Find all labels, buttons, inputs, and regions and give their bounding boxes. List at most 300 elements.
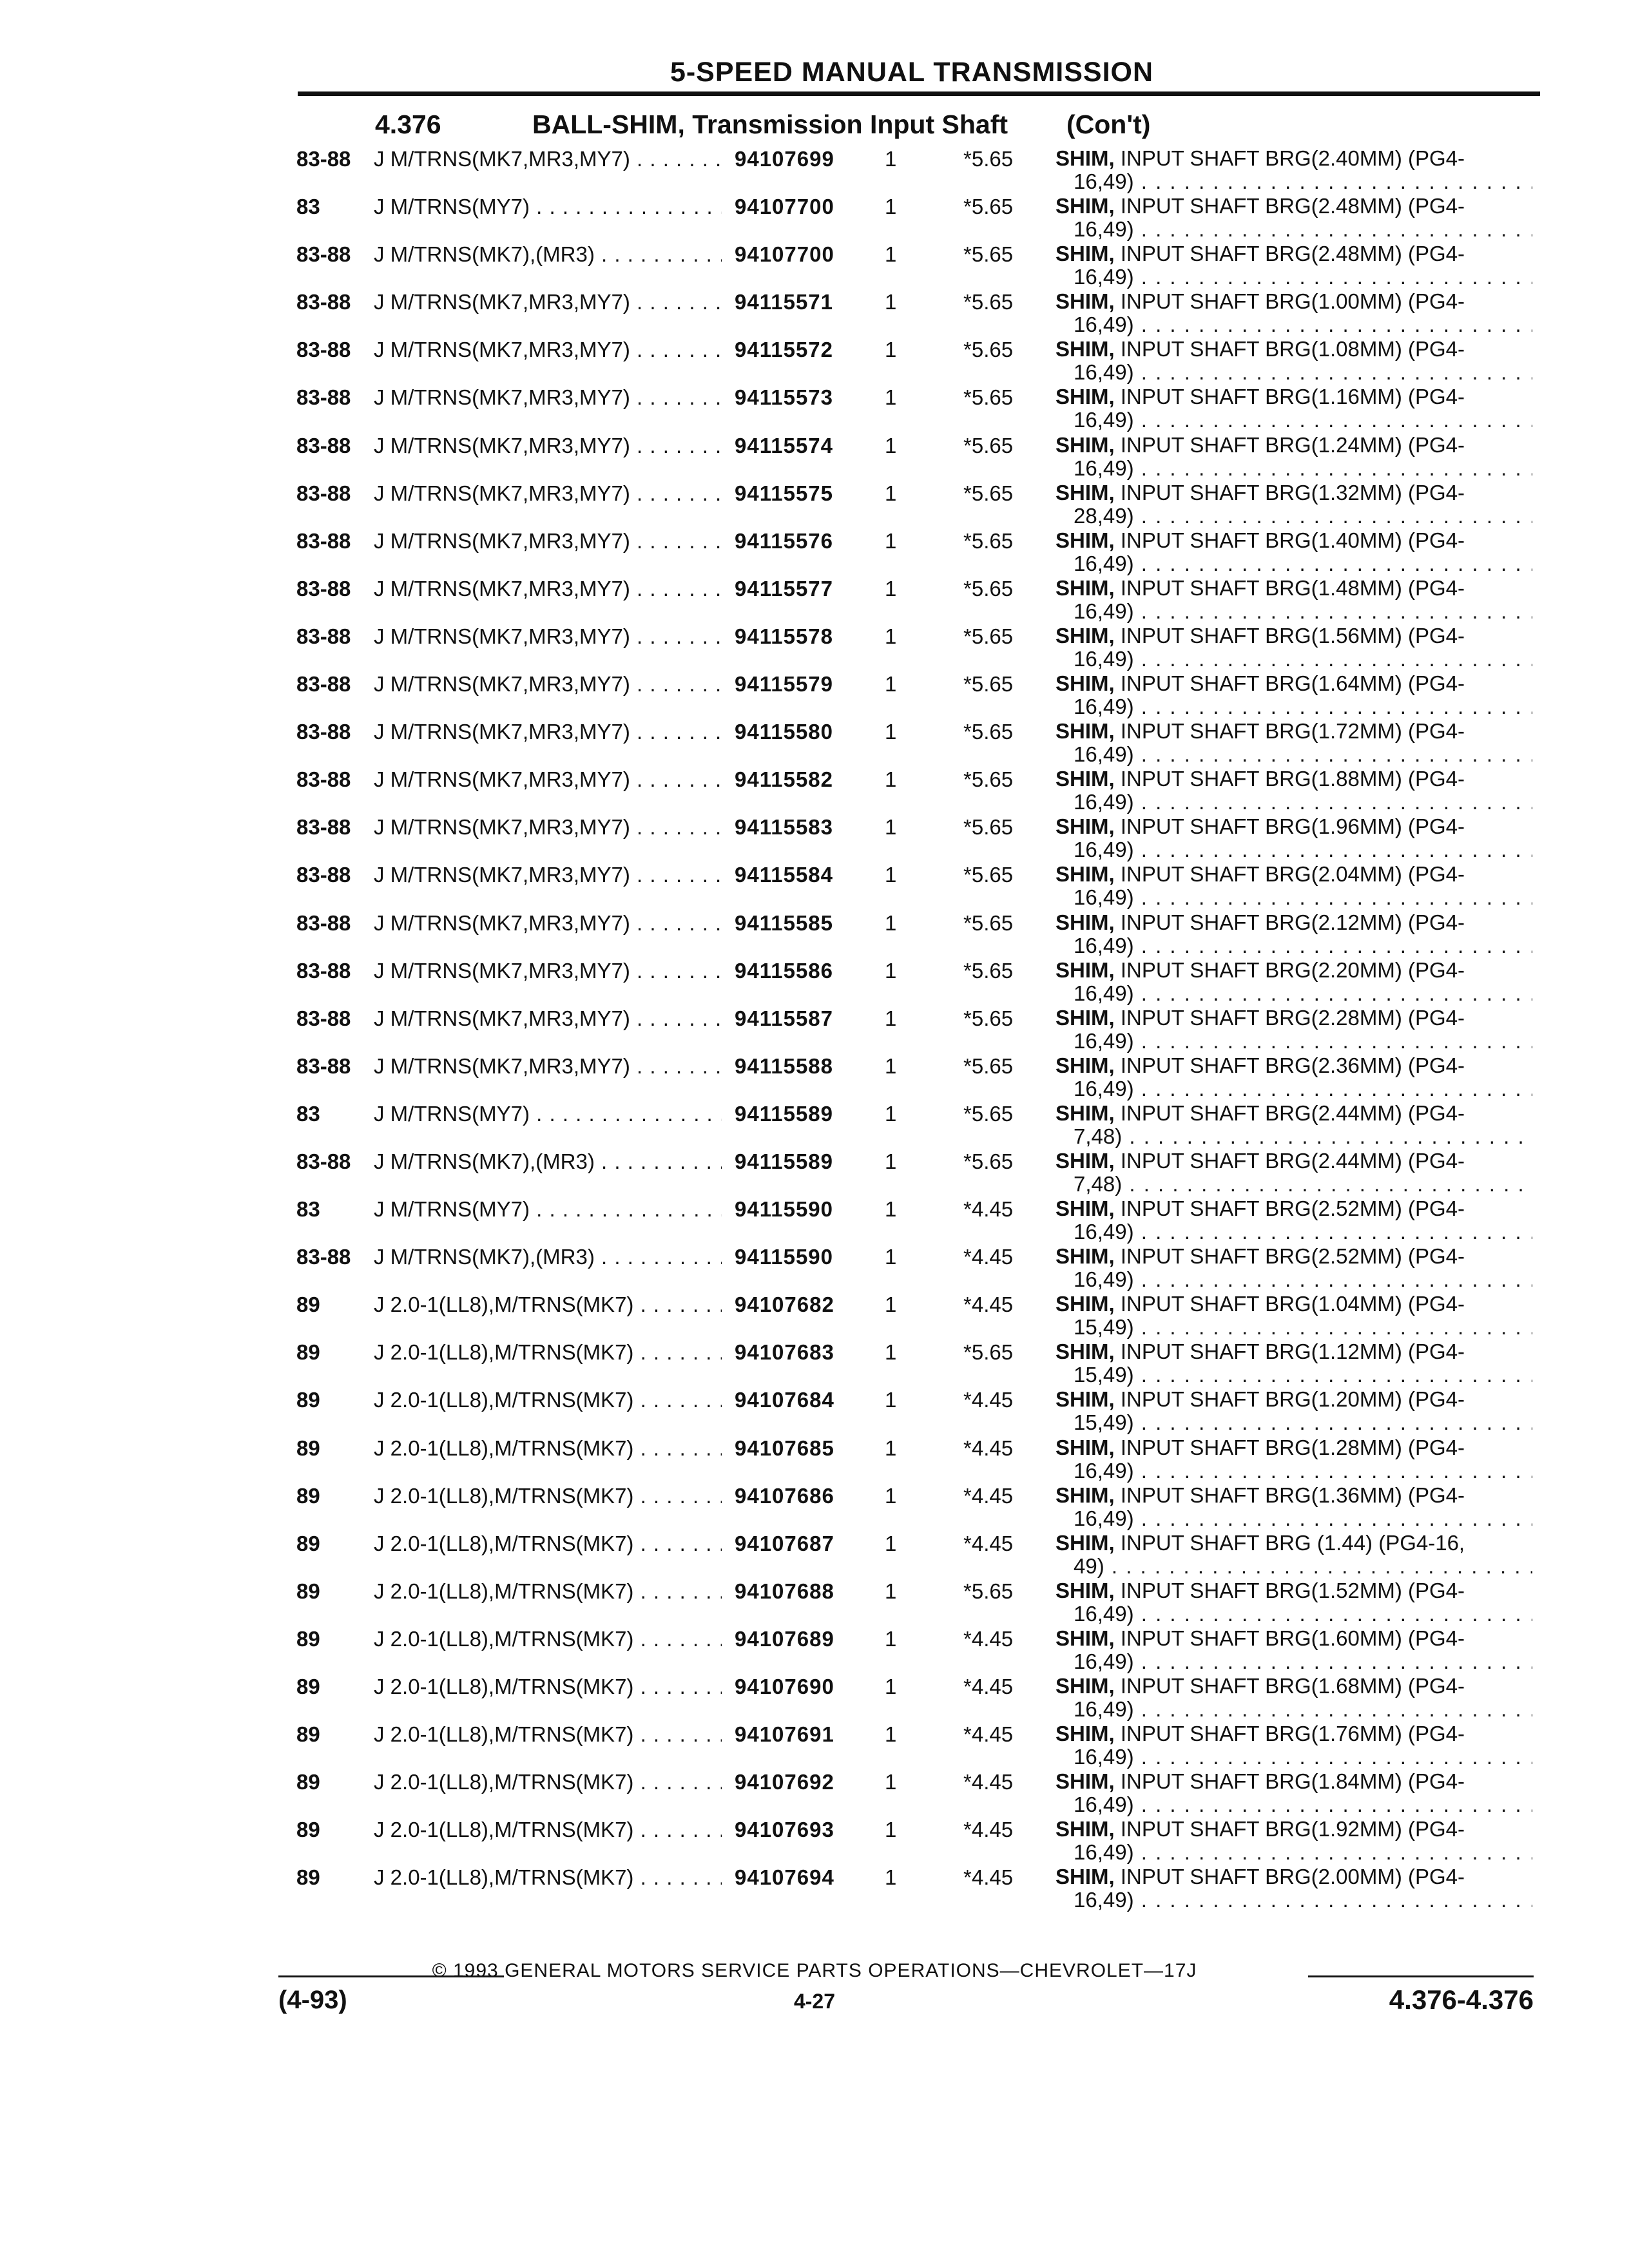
part-year: 89 <box>296 1388 320 1412</box>
part-application: J 2.0-1(LL8),M/TRNS(MK7) . . . <box>374 1340 722 1365</box>
part-number: 94115572 <box>735 338 834 362</box>
part-application: J 2.0-1(LL8),M/TRNS(MK7) . . . <box>374 1722 722 1747</box>
part-quantity: 1 <box>885 433 897 457</box>
part-row <box>0 1005 1629 1053</box>
description-continuation: 15,49) . . . <box>1055 1411 1532 1434</box>
part-number: 94107700 <box>735 242 834 267</box>
part-application: J 2.0-1(LL8),M/TRNS(MK7) . . . <box>374 1532 722 1556</box>
description-continuation: 16,49) . . . <box>1055 1268 1532 1291</box>
description-continuation: 28,49) . . . <box>1055 505 1532 528</box>
description-text: INPUT SHAFT BRG(2.44MM) (PG4- <box>1114 1100 1465 1125</box>
part-year: 83 <box>296 195 320 219</box>
description-continuation: 16,49) . . . <box>1055 1793 1532 1816</box>
part-description <box>1055 1722 1532 1769</box>
part-number: 94115577 <box>735 576 834 601</box>
part-row <box>0 623 1629 671</box>
description-continuation: 15,49) . . . <box>1055 1316 1532 1339</box>
description-continuation: 16,49) . . . <box>1055 743 1532 766</box>
part-row <box>0 1244 1629 1291</box>
part-price: *5.65 <box>963 1053 1014 1078</box>
part-price: *5.65 <box>963 195 1014 219</box>
part-year: 83-88 <box>296 815 351 840</box>
description-text: INPUT SHAFT BRG(2.20MM) (PG4- <box>1114 957 1465 982</box>
part-row <box>0 671 1629 718</box>
part-row <box>0 1387 1629 1434</box>
description-lead: SHIM, <box>1055 957 1115 982</box>
description-text: INPUT SHAFT BRG(2.28MM) (PG4- <box>1114 1005 1465 1030</box>
part-year: 83-88 <box>296 290 351 314</box>
part-description <box>1055 1627 1532 1673</box>
part-description <box>1055 195 1532 241</box>
description-continuation: 16,49) . . . <box>1055 1220 1532 1244</box>
part-row <box>0 766 1629 814</box>
part-quantity: 1 <box>885 1436 897 1460</box>
part-quantity: 1 <box>885 1770 897 1794</box>
description-continuation: 7,48) . . . <box>1055 1125 1532 1148</box>
part-year: 89 <box>296 1770 320 1794</box>
part-description <box>1055 290 1532 336</box>
part-price: *5.65 <box>963 433 1014 457</box>
part-application: J 2.0-1(LL8),M/TRNS(MK7) . . . <box>374 1675 722 1699</box>
description-text: INPUT SHAFT BRG(1.76MM) (PG4- <box>1114 1722 1465 1746</box>
description-lead: SHIM, <box>1055 1769 1115 1794</box>
part-year: 83-88 <box>296 767 351 792</box>
part-price: *4.45 <box>963 1436 1014 1460</box>
part-year: 89 <box>296 1675 320 1698</box>
part-application: J 2.0-1(LL8),M/TRNS(MK7) . . . <box>374 1627 722 1651</box>
part-description <box>1055 434 1532 480</box>
description-text: INPUT SHAFT BRG(2.52MM) (PG4- <box>1114 1244 1465 1269</box>
part-application: J 2.0-1(LL8),M/TRNS(MK7) . . . <box>374 1818 722 1842</box>
description-continuation: 16,49) . . . <box>1055 1459 1532 1483</box>
description-lead: SHIM, <box>1055 1578 1115 1602</box>
part-row <box>0 957 1629 1005</box>
description-text: INPUT SHAFT BRG(1.56MM) (PG4- <box>1114 623 1465 648</box>
part-application: J M/TRNS(MK7,MR3,MY7) . . . <box>374 672 722 697</box>
part-application: J M/TRNS(MK7,MR3,MY7) . . . <box>374 1054 722 1079</box>
part-description <box>1055 815 1532 861</box>
part-year: 89 <box>296 1626 320 1651</box>
description-continuation: 16,49) . . . <box>1055 838 1532 861</box>
part-application: J M/TRNS(MK7,MR3,MY7) . . . <box>374 577 722 601</box>
part-row <box>0 528 1629 575</box>
description-continuation: 16,49) . . . <box>1055 648 1532 671</box>
part-description <box>1055 672 1532 718</box>
part-number: 94107689 <box>735 1626 834 1651</box>
description-continuation: 16,49) . . . <box>1055 1841 1532 1864</box>
part-description <box>1055 863 1532 909</box>
part-price: *5.65 <box>963 958 1014 983</box>
part-year: 89 <box>296 1436 320 1460</box>
part-year: 83-88 <box>296 1006 351 1030</box>
part-number: 94115580 <box>735 720 834 744</box>
part-quantity: 1 <box>885 1101 897 1126</box>
part-quantity: 1 <box>885 1388 897 1412</box>
part-row <box>0 1673 1629 1721</box>
description-continuation: 7,48) . . . <box>1055 1173 1532 1196</box>
description-continuation: 16,49) . . . <box>1055 1650 1532 1673</box>
description-text: INPUT SHAFT BRG(2.48MM) (PG4- <box>1114 242 1465 266</box>
part-row <box>0 814 1629 861</box>
part-application: J M/TRNS(MK7),(MR3) . . . <box>374 1245 722 1269</box>
part-application: J M/TRNS(MK7,MR3,MY7) . . . <box>374 338 722 362</box>
part-row <box>0 480 1629 528</box>
part-description <box>1055 338 1532 384</box>
part-price: *5.65 <box>963 147 1014 171</box>
part-price: *5.65 <box>963 815 1014 840</box>
part-quantity: 1 <box>885 1053 897 1078</box>
part-price: *4.45 <box>963 1818 1014 1842</box>
description-text: INPUT SHAFT BRG(1.64MM) (PG4- <box>1114 671 1465 696</box>
part-price: *5.65 <box>963 672 1014 697</box>
part-row <box>0 241 1629 289</box>
description-lead: SHIM, <box>1055 814 1115 839</box>
part-description <box>1055 1532 1532 1578</box>
part-number: 94115579 <box>735 672 834 697</box>
part-year: 83-88 <box>296 1245 351 1269</box>
part-row <box>0 1196 1629 1244</box>
part-row <box>0 1100 1629 1148</box>
description-text: INPUT SHAFT BRG(2.36MM) (PG4- <box>1114 1053 1465 1077</box>
description-lead: SHIM, <box>1055 242 1115 266</box>
part-description <box>1055 1579 1532 1626</box>
part-number: 94115574 <box>735 433 834 457</box>
footer-page-number: 4-27 <box>793 1990 836 2013</box>
part-year: 83-88 <box>296 242 351 267</box>
description-text: INPUT SHAFT BRG(1.20MM) (PG4- <box>1114 1387 1465 1412</box>
part-number: 94107699 <box>735 147 834 171</box>
part-application: J 2.0-1(LL8),M/TRNS(MK7) . . . <box>374 1865 722 1890</box>
part-row <box>0 1721 1629 1769</box>
part-row <box>0 193 1629 241</box>
part-row <box>0 1291 1629 1339</box>
part-description <box>1055 1818 1532 1864</box>
description-lead: SHIM, <box>1055 1722 1115 1746</box>
part-year: 83-88 <box>296 910 351 935</box>
description-text: INPUT SHAFT BRG(2.48MM) (PG4- <box>1114 194 1465 218</box>
part-quantity: 1 <box>885 290 897 314</box>
part-description <box>1055 1340 1532 1387</box>
part-year: 89 <box>296 1818 320 1842</box>
part-year: 83-88 <box>296 576 351 601</box>
description-continuation: 16,49) . . . <box>1055 457 1532 480</box>
part-quantity: 1 <box>885 1626 897 1651</box>
part-quantity: 1 <box>885 1722 897 1747</box>
part-description <box>1055 1006 1532 1053</box>
part-year: 83-88 <box>296 720 351 744</box>
part-application: J M/TRNS(MK7,MR3,MY7) . . . <box>374 434 722 458</box>
part-year: 83 <box>296 1197 320 1222</box>
description-lead: SHIM, <box>1055 432 1115 457</box>
part-application: J 2.0-1(LL8),M/TRNS(MK7) . . . <box>374 1770 722 1794</box>
part-application: J M/TRNS(MK7,MR3,MY7) . . . <box>374 385 722 410</box>
description-text: INPUT SHAFT BRG(1.32MM) (PG4- <box>1114 480 1465 505</box>
part-application: J M/TRNS(MK7,MR3,MY7) . . . <box>374 147 722 171</box>
description-continuation: 16,49) . . . <box>1055 886 1532 909</box>
part-quantity: 1 <box>885 1245 897 1269</box>
description-lead: SHIM, <box>1055 575 1115 600</box>
part-row <box>0 1435 1629 1483</box>
part-description <box>1055 1865 1532 1912</box>
part-price: *4.45 <box>963 1483 1014 1508</box>
part-number: 94107691 <box>735 1722 834 1747</box>
part-year: 83-88 <box>296 863 351 887</box>
description-text: INPUT SHAFT BRG(2.44MM) (PG4- <box>1114 1148 1465 1173</box>
description-text: INPUT SHAFT BRG(1.08MM) (PG4- <box>1114 337 1465 361</box>
part-year: 89 <box>296 1293 320 1317</box>
part-number: 94107682 <box>735 1293 834 1317</box>
part-quantity: 1 <box>885 720 897 744</box>
part-description <box>1055 1245 1532 1291</box>
part-year: 83-88 <box>296 147 351 171</box>
part-number: 94107683 <box>735 1340 834 1365</box>
part-application: J 2.0-1(LL8),M/TRNS(MK7) . . . <box>374 1579 722 1604</box>
description-lead: SHIM, <box>1055 385 1115 409</box>
description-lead: SHIM, <box>1055 1387 1115 1412</box>
description-lead: SHIM, <box>1055 1100 1115 1125</box>
description-text: INPUT SHAFT BRG(1.68MM) (PG4- <box>1114 1674 1465 1698</box>
part-year: 83-88 <box>296 481 351 505</box>
part-application: J M/TRNS(MK7,MR3,MY7) . . . <box>374 1006 722 1031</box>
part-number: 94115588 <box>735 1053 834 1078</box>
part-description <box>1055 1054 1532 1100</box>
part-price: *5.65 <box>963 910 1014 935</box>
description-text: INPUT SHAFT BRG(1.12MM) (PG4- <box>1114 1340 1465 1364</box>
part-number: 94115587 <box>735 1006 834 1030</box>
part-row <box>0 1148 1629 1196</box>
part-year: 89 <box>296 1579 320 1603</box>
part-price: *4.45 <box>963 1722 1014 1747</box>
part-row <box>0 432 1629 480</box>
part-quantity: 1 <box>885 1149 897 1173</box>
part-price: *5.65 <box>963 1579 1014 1603</box>
part-price: *4.45 <box>963 1245 1014 1269</box>
part-application: J 2.0-1(LL8),M/TRNS(MK7) . . . <box>374 1484 722 1508</box>
parts-list <box>0 146 1629 1912</box>
description-text: INPUT SHAFT BRG(1.96MM) (PG4- <box>1114 814 1465 839</box>
description-text: INPUT SHAFT BRG(1.36MM) (PG4- <box>1114 1483 1465 1507</box>
part-year: 83-88 <box>296 385 351 410</box>
part-price: *5.65 <box>963 767 1014 792</box>
description-lead: SHIM, <box>1055 1674 1115 1698</box>
part-description <box>1055 1770 1532 1816</box>
part-year: 83 <box>296 1101 320 1126</box>
part-quantity: 1 <box>885 147 897 171</box>
part-description <box>1055 1197 1532 1244</box>
description-text: INPUT SHAFT BRG(2.00MM) (PG4- <box>1114 1865 1465 1889</box>
description-lead: SHIM, <box>1055 1340 1115 1364</box>
part-number: 94115590 <box>735 1197 834 1222</box>
part-quantity: 1 <box>885 863 897 887</box>
part-quantity: 1 <box>885 1579 897 1603</box>
part-row <box>0 575 1629 623</box>
part-application: J M/TRNS(MK7,MR3,MY7) . . . <box>374 959 722 983</box>
part-application: J 2.0-1(LL8),M/TRNS(MK7) . . . <box>374 1388 722 1412</box>
header-rule <box>298 91 1540 96</box>
description-text: INPUT SHAFT BRG(1.40MM) (PG4- <box>1114 528 1465 552</box>
description-lead: SHIM, <box>1055 1483 1115 1507</box>
part-price: *4.45 <box>963 1388 1014 1412</box>
description-lead: SHIM, <box>1055 1053 1115 1077</box>
part-row <box>0 146 1629 193</box>
part-application: J M/TRNS(MK7),(MR3) . . . <box>374 1149 722 1174</box>
part-description <box>1055 147 1532 193</box>
part-application: J M/TRNS(MK7,MR3,MY7) . . . <box>374 624 722 649</box>
part-price: *5.65 <box>963 1149 1014 1173</box>
part-row <box>0 384 1629 432</box>
part-quantity: 1 <box>885 1340 897 1365</box>
section-title: BALL-SHIM, Transmission Input Shaft <box>532 110 1008 139</box>
description-lead: SHIM, <box>1055 719 1115 744</box>
part-description <box>1055 767 1532 814</box>
part-number: 94115575 <box>735 481 834 505</box>
continued-label: (Con't) <box>1066 110 1151 139</box>
part-row <box>0 289 1629 336</box>
part-number: 94107700 <box>735 195 834 219</box>
description-continuation: 16,49) . . . <box>1055 265 1532 289</box>
part-description <box>1055 577 1532 623</box>
description-text: INPUT SHAFT BRG(2.52MM) (PG4- <box>1114 1196 1465 1221</box>
description-text: INPUT SHAFT BRG(1.92MM) (PG4- <box>1114 1817 1465 1841</box>
part-price: *5.65 <box>963 863 1014 887</box>
part-number: 94107690 <box>735 1675 834 1698</box>
part-number: 94115578 <box>735 624 834 648</box>
footer-section-range: 4.376-4.376 <box>1389 1984 1534 2015</box>
part-application: J 2.0-1(LL8),M/TRNS(MK7) . . . <box>374 1436 722 1461</box>
part-row <box>0 718 1629 766</box>
part-description <box>1055 1484 1532 1530</box>
part-price: *5.65 <box>963 528 1014 553</box>
part-quantity: 1 <box>885 242 897 267</box>
part-application: J M/TRNS(MK7,MR3,MY7) . . . <box>374 911 722 936</box>
part-application: J M/TRNS(MK7),(MR3) . . . <box>374 242 722 267</box>
part-application: J M/TRNS(MK7,MR3,MY7) . . . <box>374 290 722 314</box>
description-text: INPUT SHAFT BRG (1.44) (PG4-16, <box>1114 1530 1465 1555</box>
part-price: *4.45 <box>963 1675 1014 1698</box>
description-text: INPUT SHAFT BRG(1.16MM) (PG4- <box>1114 385 1465 409</box>
description-continuation: 16,49) . . . <box>1055 982 1532 1005</box>
part-description <box>1055 1149 1532 1196</box>
part-application: J 2.0-1(LL8),M/TRNS(MK7) . . . <box>374 1293 722 1317</box>
description-lead: SHIM, <box>1055 910 1115 934</box>
part-year: 83-88 <box>296 1149 351 1173</box>
footer-date: (4-93) <box>278 1986 347 2014</box>
part-number: 94115590 <box>735 1245 834 1269</box>
part-price: *5.65 <box>963 338 1014 362</box>
part-price: *5.65 <box>963 624 1014 648</box>
part-row <box>0 336 1629 384</box>
part-application: J M/TRNS(MK7,MR3,MY7) . . . <box>374 481 722 506</box>
part-quantity: 1 <box>885 1865 897 1890</box>
part-number: 94107692 <box>735 1770 834 1794</box>
description-lead: SHIM, <box>1055 1626 1115 1650</box>
description-lead: SHIM, <box>1055 480 1115 505</box>
part-number: 94107687 <box>735 1531 834 1555</box>
part-description <box>1055 529 1532 575</box>
part-application: J M/TRNS(MK7,MR3,MY7) . . . <box>374 815 722 840</box>
part-quantity: 1 <box>885 338 897 362</box>
part-number: 94115585 <box>735 910 834 935</box>
part-quantity: 1 <box>885 1818 897 1842</box>
part-quantity: 1 <box>885 958 897 983</box>
part-number: 94115576 <box>735 528 834 553</box>
part-description <box>1055 1388 1532 1434</box>
part-description <box>1055 624 1532 671</box>
part-price: *5.65 <box>963 481 1014 505</box>
description-text: INPUT SHAFT BRG(1.84MM) (PG4- <box>1114 1769 1465 1794</box>
part-quantity: 1 <box>885 1197 897 1222</box>
part-quantity: 1 <box>885 1006 897 1030</box>
description-lead: SHIM, <box>1055 1292 1115 1316</box>
part-number: 94107686 <box>735 1483 834 1508</box>
part-quantity: 1 <box>885 1483 897 1508</box>
description-continuation: 16,49) . . . <box>1055 1745 1532 1769</box>
footer-copyright: © 1993 GENERAL MOTORS SERVICE PARTS OPERATIONS—CHEVROLET—17J <box>432 1960 1197 1981</box>
part-application: J M/TRNS(MY7) . . . <box>374 1197 722 1222</box>
part-year: 83-88 <box>296 958 351 983</box>
part-year: 89 <box>296 1865 320 1890</box>
part-year: 89 <box>296 1483 320 1508</box>
description-lead: SHIM, <box>1055 194 1115 218</box>
description-lead: SHIM, <box>1055 767 1115 791</box>
part-price: *4.45 <box>963 1770 1014 1794</box>
part-number: 94107685 <box>735 1436 834 1460</box>
part-price: *5.65 <box>963 1101 1014 1126</box>
part-quantity: 1 <box>885 385 897 410</box>
description-continuation: 16,49) . . . <box>1055 218 1532 241</box>
description-continuation: 16,49) . . . <box>1055 1077 1532 1100</box>
description-lead: SHIM, <box>1055 289 1115 314</box>
description-lead: SHIM, <box>1055 1148 1115 1173</box>
description-continuation: 16,49) . . . <box>1055 695 1532 718</box>
part-price: *4.45 <box>963 1531 1014 1555</box>
part-price: *4.45 <box>963 1626 1014 1651</box>
part-price: *5.65 <box>963 385 1014 410</box>
description-lead: SHIM, <box>1055 1817 1115 1841</box>
part-number: 94107693 <box>735 1818 834 1842</box>
part-row <box>0 910 1629 957</box>
part-number: 94107694 <box>735 1865 834 1890</box>
part-description <box>1055 385 1532 432</box>
part-quantity: 1 <box>885 672 897 697</box>
part-application: J M/TRNS(MK7,MR3,MY7) . . . <box>374 720 722 744</box>
part-quantity: 1 <box>885 910 897 935</box>
description-text: INPUT SHAFT BRG(2.04MM) (PG4- <box>1114 862 1465 887</box>
part-year: 83-88 <box>296 624 351 648</box>
part-description <box>1055 959 1532 1005</box>
part-number: 94107684 <box>735 1388 834 1412</box>
part-description <box>1055 911 1532 957</box>
description-continuation: 16,49) . . . <box>1055 552 1532 575</box>
part-year: 83-88 <box>296 1053 351 1078</box>
part-application: J M/TRNS(MK7,MR3,MY7) . . . <box>374 863 722 887</box>
part-row <box>0 1530 1629 1578</box>
description-continuation: 16,49) . . . <box>1055 1888 1532 1912</box>
description-continuation: 16,49) . . . <box>1055 408 1532 432</box>
part-description <box>1055 1436 1532 1483</box>
description-lead: SHIM, <box>1055 1005 1115 1030</box>
description-lead: SHIM, <box>1055 623 1115 648</box>
part-price: *5.65 <box>963 720 1014 744</box>
part-description <box>1055 720 1532 766</box>
part-quantity: 1 <box>885 815 897 840</box>
part-year: 89 <box>296 1531 320 1555</box>
description-text: INPUT SHAFT BRG(1.88MM) (PG4- <box>1114 767 1465 791</box>
part-price: *5.65 <box>963 290 1014 314</box>
description-text: INPUT SHAFT BRG(1.72MM) (PG4- <box>1114 719 1465 744</box>
part-row <box>0 861 1629 909</box>
part-row <box>0 1053 1629 1100</box>
